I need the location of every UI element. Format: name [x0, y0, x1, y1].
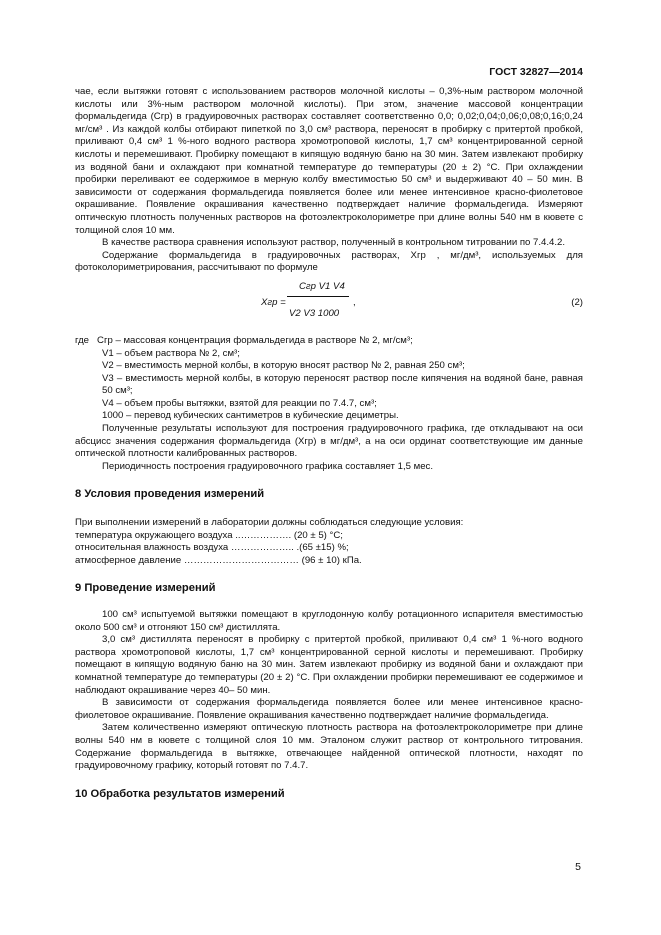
paragraph: Периодичность построения градуировочного графика составляет 1,5 мес.: [102, 460, 434, 472]
paragraph: 100 см³ испытуемой вытяжки помещают в круглодонную колбу ротационного испарителя вместимостью около 500 см³ и отгоняют 150 см³ дистиллята.: [75, 609, 583, 633]
definition-item: [75, 335, 583, 348]
paragraph: Затем количественно измеряют оптическую плотность раствора на фотоэлектроколориметре при длине волны 540 нм в кювете с толщиной слоя 10 мм. Эталоном служит раствор от контрольного титрования. Содержание формальдегида в вытяжке, отвечающее найденной оптической плотности, находят по градуировочному графику, который готовят по 7.4.7.: [75, 722, 583, 772]
fraction-bar: [287, 296, 349, 297]
paragraph: Содержание формальдегида в градуировочных растворах, Xгр , мг/дм³, используемых для фотоколориметрирования, рассчитывают по формуле: [75, 249, 583, 274]
definition-text: Cгр – массовая концентрация формальдегида в растворе № 2, мг/см³;: [97, 334, 413, 346]
definitions-lead: где: [75, 334, 90, 346]
formula-numerator: Cгр V1 V4: [299, 280, 345, 292]
section-heading: 9 Проведение измерений: [75, 582, 216, 595]
definition-item: V4 – объем пробы вытяжки, взятой для реакции по 7.4.7, см³;: [102, 397, 377, 409]
formula-denominator: V2 V3 1000: [289, 307, 340, 319]
definition-item: 1000 – перевод кубических сантиметров в кубические дециметры.: [102, 410, 399, 422]
paragraph: чае, если вытяжки готовят с использованием растворов молочной кислоты – 0,3%-ным раствором молочной кислоты или 3%-ным раствором молочной кислоты). При этом, значение массовой концентрации формальдегида (Cгр) в градуировочных растворах составляет соответственно 0,0; 0,02;0,04;0,06;0,08;0,16;0,24 мг/см³ . Из каждой колбы отбирают пипеткой по 3,0 см³ раствора, переносят в пробирку с притертой пробкой, приливают 0,4 см³ 1 %-ного водного раствора хромотроповой кислоты, 1,7 см³ концентрированной серной кислоты и перемешивают. Пробирку помещают в кипящую водяную баню на 30 мин. Затем извлекают пробирку из водяной бани и охлаждают при комнатной температуре до температуры (20 ± 2) °С. При охлаждении пробирки переливают ее содержимое в мерную колбу вместимостью 50 см³ и выдерживают 40 – 50 мин. В зависимости от содержания формальдегида появляется более или менее интенсивное красно-фиолетовое окрашивание. Появление окрашивания качественно подтверждает наличие формальдегида. Измеряют оптическую плотность полученных растворов на фотоэлектроколориметре при длине волны 540 нм в кювете с толщиной слоя 10 мм.: [75, 86, 583, 236]
formula-lhs: Xгр =: [261, 296, 286, 308]
condition-item: атмосферное давление ……………………………… (96 ± 10) кПа.: [75, 554, 362, 566]
condition-item: относительная влажность воздуха ……………….. .(65 ±15) %;: [75, 542, 349, 554]
formula-comma: ,: [353, 296, 356, 308]
measurement-conditions: [75, 517, 583, 567]
section-heading: 8 Условия проведения измерений: [75, 488, 265, 501]
paragraph: При выполнении измерений в лаборатории должны соблюдаться следующие условия:: [75, 517, 464, 529]
formula-number: (2): [571, 296, 583, 308]
paragraph: В зависимости от содержания формальдегида появляется более или менее интенсивное красно-фиолетовое окрашивание. Появление окрашивания качественно подтверждает наличие формальдегида.: [75, 697, 583, 721]
variable-definitions: [75, 335, 583, 423]
standard-code: ГОСТ 32827—2014: [489, 66, 583, 78]
page-number: 5: [575, 861, 581, 873]
paragraph: Полученные результаты используют для построения градуировочного графика, где откладывают на оси абсцисс значения содержания формальдегида (Xгр) в мг/дм³, а на оси ординат соответствующие им данные оптической плотности калиброванных растворов.: [75, 423, 583, 460]
paragraph: 3,0 см³ дистиллята переносят в пробирку с притертой пробкой, приливают 0,4 см³ 1 %-ного водного раствора хромотроповой кислоты, 1,7 см³ концентрированной серной кислоты и перемешивают. Пробирку помещают в кипящую водяную баню на 30 мин. Затем извлекают пробирку из водяной бани и охлаждают при комнатной температуре до температуры (20 ± 2) °С. При охлаждении пробирки перемешивают ее содержимое и наблюдают окрашивание через 40– 50 мин.: [75, 634, 583, 696]
paragraph: В качестве раствора сравнения используют раствор, полученный в контрольном титровании по 7.4.4.2.: [102, 237, 566, 249]
condition-item: температура окружающего воздуха ..……………. (20 ± 5) °С;: [75, 529, 343, 541]
definition-item: V1 – объем раствора № 2, см³;: [102, 347, 240, 359]
formula-2: [75, 279, 583, 327]
section-heading: 10 Обработка результатов измерений: [75, 787, 285, 800]
definition-item: V2 – вместимость мерной колбы, в которую вносят раствор № 2, равная 250 см³;: [102, 360, 465, 372]
document-body: [75, 86, 583, 800]
definition-item: V3 – вместимость мерной колбы, в которую переносят раствор после кипячения на водяной бане, равная 50 см³;: [102, 372, 583, 397]
